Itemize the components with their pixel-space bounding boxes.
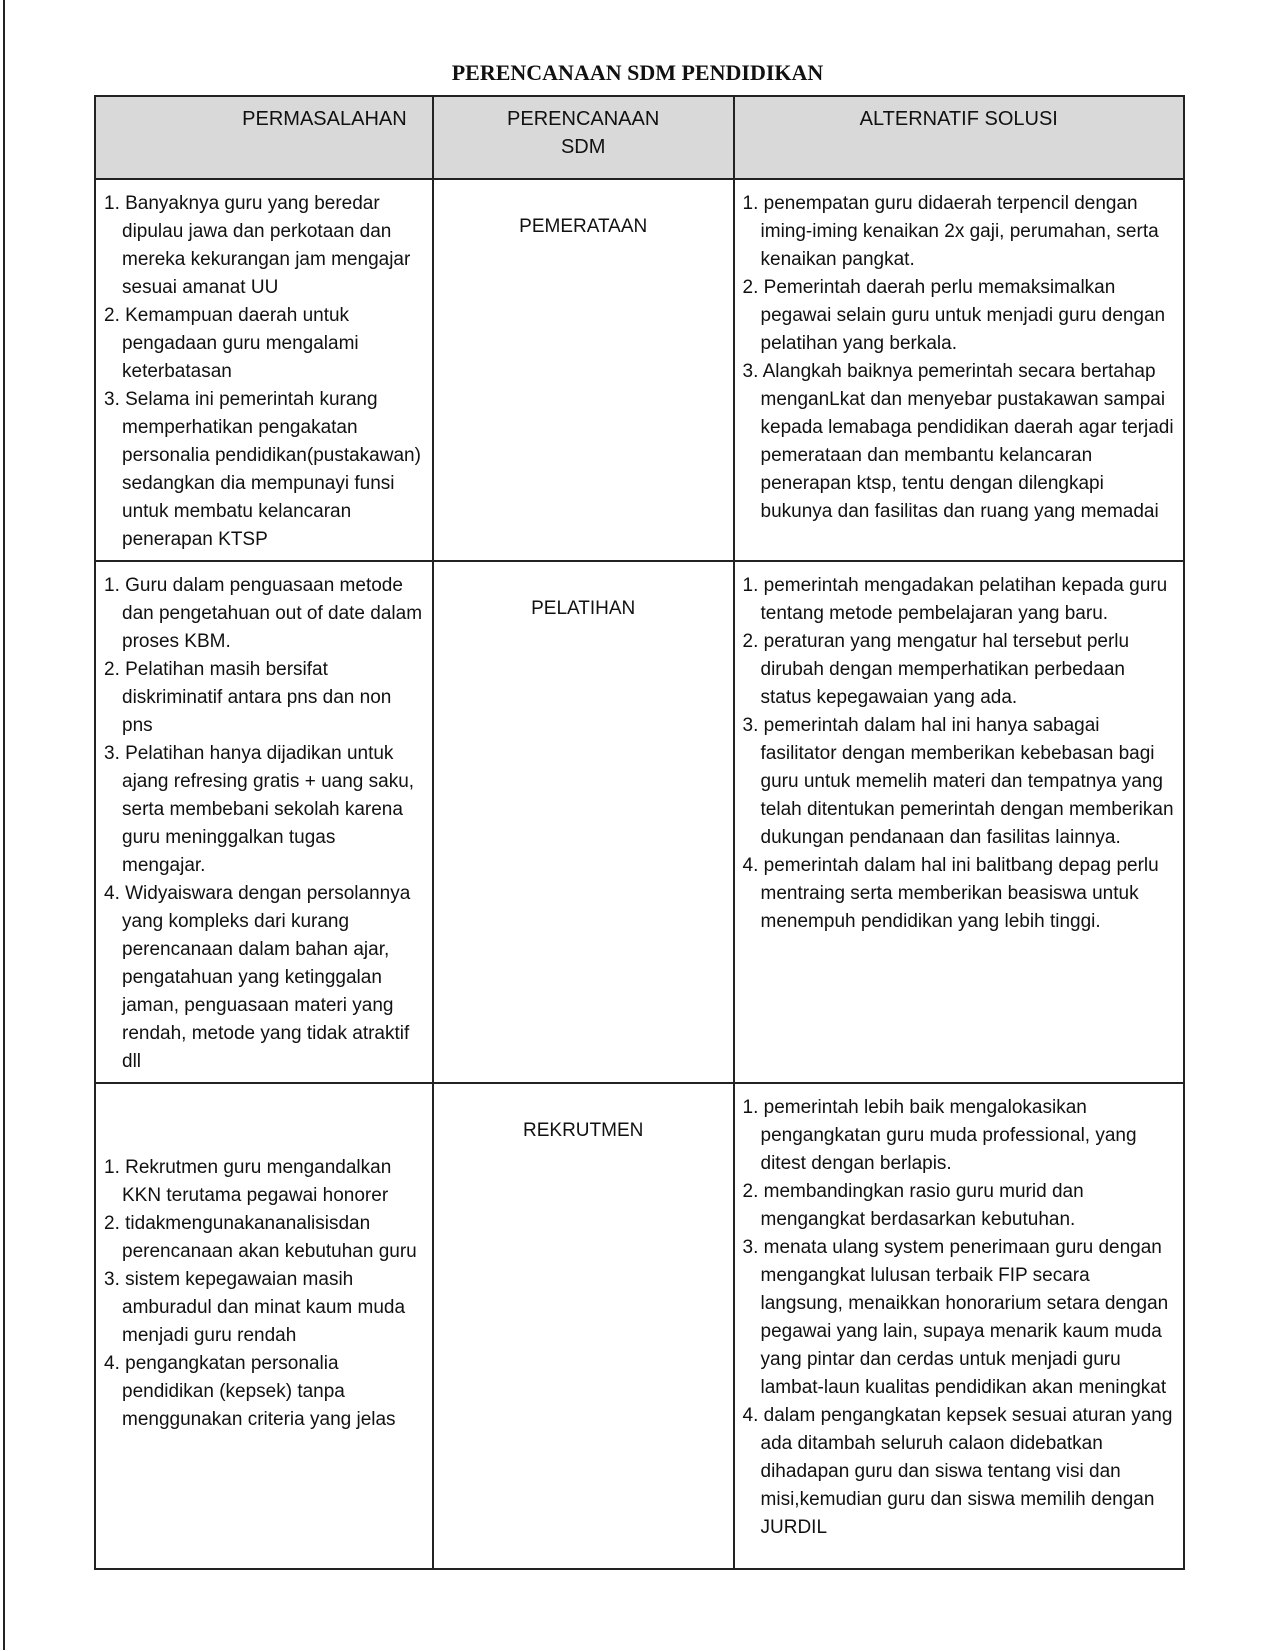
plan-label: REKRUTMEN <box>523 1120 644 1141</box>
list-item: 3. pemerintah dalam hal ini hanya sabagai fasilitator dengan memberikan kebebasan bagi guru untuk memelih materi dan tempatnya yang telah ditentukan pemerintah dengan memberikan dukungan pendanaan dan fasilitas lainnya. <box>742 715 1174 848</box>
list-item: 1. Banyaknya guru yang beredar dipulau jawa dan perkotaan dan mereka kekurangan jam mengajar sesuai amanat UU <box>104 193 411 298</box>
list-item: 2. tidakmengunakananalisisdan perencanaan akan kebutuhan guru <box>104 1213 417 1262</box>
planning-table <box>94 95 1185 1570</box>
list-item: 2. Kemampuan daerah untuk pengadaan guru mengalami keterbatasan <box>104 305 359 382</box>
list-item: 3. Selama ini pemerintah kurang memperhatikan pengakatan personalia pendidikan(pustakawan) sedangkan dia mempunayi funsi untuk membatu kelancaran penerapan KTSP <box>104 389 421 550</box>
table-header-row <box>95 96 1184 179</box>
list-item: 3. menata ulang system penerimaan guru dengan mengangkat lulusan terbaik FIP secara langsung, menaikkan honorarium setara dengan pegawai yang lain, supaya menarik kaum muda yang pintar dan cerdas untuk menjadi guru lambat-laun kualitas pendidikan akan meningkat <box>742 1237 1169 1398</box>
solutions-cell <box>734 1083 1184 1569</box>
list-item: 4. pemerintah dalam hal ini balitbang depag perlu mentraing serta memberikan beasiswa untuk menempuh pendidikan yang lebih tinggi. <box>742 855 1159 932</box>
list-item: 2. peraturan yang mengatur hal tersebut perlu dirubah dengan memperhatikan perbedaan status kepegawaian yang ada. <box>742 631 1130 708</box>
list-item: 3. sistem kepegawaian masih amburadul dan minat kaum muda menjadi guru rendah <box>104 1269 406 1346</box>
list-item: 3. Alangkah baiknya pemerintah secara bertahap menganLkat dan menyebar pustakawan sampai kepada lemabaga pendidikan daerah agar terjadi pemerataan dan membantu kelancaran penerapan ktsp, tentu dengan dilengkapi bukunya dan fasilitas dan ruang yang memadai <box>742 361 1174 522</box>
list-item: 3. Pelatihan hanya dijadikan untuk ajang refresing gratis + uang saku, serta membebani sekolah karena guru meninggalkan tugas mengajar. <box>104 743 415 876</box>
list-item: 4. pengangkatan personalia pendidikan (kepsek) tanpa menggunakan criteria yang jelas <box>104 1353 396 1430</box>
header-permasalahan: PERMASALAHAN <box>95 96 433 179</box>
plan-cell <box>433 561 734 1083</box>
problems-cell <box>95 1083 433 1569</box>
solutions-cell <box>734 561 1184 1083</box>
plan-label: PELATIHAN <box>531 598 636 619</box>
list-item: 4. Widyaiswara dengan persolannya yang kompleks dari kurang perencanaan dalam bahan ajar, pengatahuan yang ketinggalan jaman, penguasaan materi yang rendah, metode yang tidak atraktif dll <box>104 883 411 1072</box>
table-row <box>95 561 1184 1083</box>
list-item: 2. Pelatihan masih bersifat diskriminatif antara pns dan non pns <box>104 659 392 736</box>
plan-cell <box>433 179 734 561</box>
list-item: 2. Pemerintah daerah perlu memaksimalkan pegawai selain guru untuk menjadi guru dengan pelatihan yang berkala. <box>742 277 1166 354</box>
header-perencanaan-sdm: PERENCANAAN SDM <box>433 96 734 179</box>
plan-cell <box>433 1083 734 1569</box>
plan-label: PEMERATAAN <box>519 216 648 237</box>
list-item: 1. pemerintah mengadakan pelatihan kepada guru tentang metode pembelajaran yang baru. <box>742 575 1168 624</box>
list-item: 1. Rekrutmen guru mengandalkan KKN terutama pegawai honorer <box>104 1157 392 1206</box>
list-item: 1. penempatan guru didaerah terpencil dengan iming-iming kenaikan 2x gaji, perumahan, serta kenaikan pangkat. <box>742 193 1159 270</box>
list-item: 2. membandingkan rasio guru murid dan mengangkat berdasarkan kebutuhan. <box>742 1181 1084 1230</box>
list-item: 4. dalam pengangkatan kepsek sesuai aturan yang ada ditambah seluruh calaon didebatkan dihadapan guru dan siswa tentang visi dan misi,kemudian guru dan siswa memilih dengan JURDIL <box>742 1405 1173 1538</box>
list-item: 1. pemerintah lebih baik mengalokasikan pengangkatan guru muda professional, yang ditest dengan berlapis. <box>742 1097 1137 1174</box>
problems-cell <box>95 179 433 561</box>
table-row <box>95 1083 1184 1569</box>
document-title: PERENCANAAN SDM PENDIDIKAN <box>451 60 824 85</box>
header-alternatif-solusi: ALTERNATIF SOLUSI <box>734 96 1184 179</box>
table-row <box>95 179 1184 561</box>
solutions-cell <box>734 179 1184 561</box>
problems-cell <box>95 561 433 1083</box>
page-edge-line <box>3 0 5 1650</box>
list-item: 1. Guru dalam penguasaan metode dan pengetahuan out of date dalam proses KBM. <box>104 575 423 652</box>
